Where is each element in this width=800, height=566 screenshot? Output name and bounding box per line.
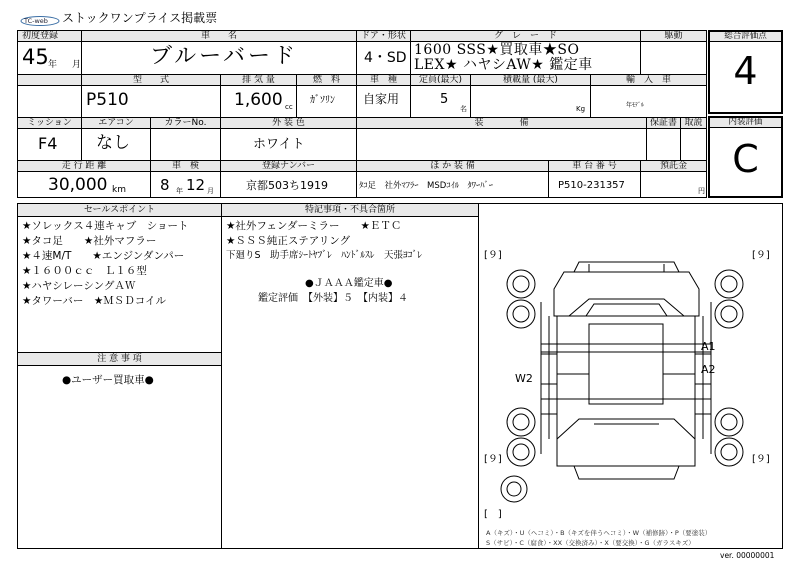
car-name-label: 車 名 — [200, 31, 237, 41]
car-name: ブルーバード — [150, 44, 299, 69]
grade-line1: 1600 SSS★買取車★SO — [414, 42, 580, 58]
overall-score-label: 総合評価点 — [724, 31, 767, 41]
year-unit: 年 — [48, 60, 58, 70]
car-right-side — [695, 302, 711, 454]
inspection-label: 車 検 — [171, 161, 199, 171]
list-item: ★タワーバー ★ＭＳＤコイル — [22, 295, 166, 307]
overall-score: 4 — [733, 49, 758, 93]
other-equip-label: ほ か 装 備 — [430, 161, 475, 171]
plate-label: 登録ナンバー — [262, 161, 315, 171]
tire-rear-right-grade: [９] — [752, 454, 770, 465]
logo-text: TC-web — [24, 17, 48, 25]
model-label: 型 式 — [132, 75, 169, 85]
other-equip-value: ﾀｺ足 社外ﾏﾌﾗｰ MSDｺｲﾙ ﾀﾜｰﾊﾞｰ — [359, 181, 494, 191]
interior-score: C — [732, 137, 759, 181]
mileage-unit: km — [112, 185, 126, 195]
appraisal-line: 鑑定評価 【外装】５ 【内装】４ — [258, 293, 408, 304]
list-item: ★ハヤシレーシングＡＷ — [22, 280, 136, 292]
deposit-label: 預託金 — [659, 161, 687, 171]
wheel-rear-left — [507, 408, 535, 466]
import-label: 輸 入 車 — [625, 75, 671, 85]
appraisal-title: ●ＪＡＡＡ鑑定車● — [305, 278, 393, 289]
inspection-month: 12 — [186, 176, 206, 194]
tire-rear-left-grade: [９] — [484, 454, 502, 465]
legend-line: A（キズ）・U（ヘコミ）・B（キズを伴うヘコミ）・W（補修跡）・P（要塗装） — [486, 529, 712, 537]
plate-value: 京都503ち1919 — [246, 179, 328, 192]
doors-label: ドア・形状 — [361, 31, 406, 41]
wheel-front-left — [507, 270, 535, 328]
car-hood — [569, 299, 684, 316]
spare-tire-grade: [ ] — [484, 509, 502, 520]
month-unit: 月 — [72, 60, 82, 70]
wheel-front-right — [715, 270, 743, 328]
grade-line2: LEX★ ハヤシAW★ 鑑定車 — [414, 57, 593, 73]
equipment-label: 装 備 — [474, 118, 529, 128]
notes-line: ★ＳＳＳ純正ステアリング — [226, 235, 351, 247]
aircon-label: エアコン — [98, 118, 134, 128]
mileage-label: 走 行 距 離 — [61, 161, 107, 171]
grade-label: グ レ ー ド — [493, 31, 557, 41]
caution-text: ●ユーザー買取車● — [62, 374, 154, 386]
capacity-label: 定員(最大) — [418, 75, 463, 85]
notes-line: ★社外フェンダーミラー ★ＥＴＣ — [226, 220, 402, 232]
first-reg-label: 初度登録 — [22, 31, 59, 41]
mileage-value: 30,000 — [48, 175, 108, 195]
aircon-value: なし — [96, 133, 130, 153]
warranty-label: 保証書 — [649, 118, 677, 128]
vehicle-type-value: 自家用 — [363, 92, 400, 106]
inspection-year: 8 — [160, 176, 170, 194]
spare-tire — [501, 476, 527, 502]
drive-label: 駆動 — [664, 31, 683, 41]
sales-points-label: セールスポイント — [83, 205, 156, 215]
ext-color-value: ホワイト — [253, 137, 305, 152]
mission-label: ミッション — [27, 118, 72, 128]
deposit-unit: 円 — [698, 187, 705, 195]
list-item: ★タコ足 ★社外マフラー — [22, 235, 157, 247]
spec-table — [17, 30, 706, 198]
legend-line: S（サビ）・C（腐食）・XX（交換済み）・X（要交換）・G（ガラスキズ） — [486, 539, 695, 547]
wheel-rear-right — [715, 408, 743, 466]
interior-score-label: 内装評価 — [728, 117, 763, 127]
displacement-label: 排 気 量 — [242, 75, 275, 85]
fuel-value: ｶﾞｿﾘﾝ — [310, 95, 335, 106]
inspection-year-unit: 年 — [176, 187, 183, 195]
damage-mark-a1: A1 — [701, 340, 716, 353]
displacement-unit: cc — [285, 103, 293, 111]
load-label: 積載量 (最大) — [503, 75, 558, 85]
model-value: P510 — [86, 90, 129, 110]
version-text: ver. 00000001 — [720, 551, 775, 560]
tire-front-right-grade: [９] — [752, 250, 770, 261]
capacity-unit: 名 — [460, 105, 467, 113]
chassis-no-label: 車 台 番 号 — [572, 161, 617, 171]
notes-label: 特記事項・不具合箇所 — [304, 205, 395, 215]
ext-color-label: 外 装 色 — [272, 118, 305, 128]
car-rear-outline — [557, 419, 695, 479]
capacity-value: 5 — [440, 92, 449, 107]
import-note: 年ﾓﾃﾞﾙ — [626, 102, 645, 109]
list-item: ★４速M/T ★エンジンダンパー — [22, 250, 185, 262]
load-unit: Kg — [576, 105, 586, 113]
caution-label: 注 意 事 項 — [97, 354, 142, 364]
vehicle-type-label: 車 種 — [369, 75, 397, 85]
doors-value: 4・SD — [364, 50, 407, 66]
logo — [20, 11, 60, 23]
list-item: ★ソレックス４連キャブ ショート — [22, 220, 189, 232]
car-left-side — [541, 302, 557, 454]
mission-value: F4 — [38, 134, 58, 153]
manual-label: 取説 — [684, 118, 703, 128]
color-no-label: カラーNo. — [164, 118, 207, 128]
chassis-no-value: P510-231357 — [558, 180, 625, 191]
damage-mark-w2: W2 — [515, 372, 533, 385]
car-roof — [589, 324, 663, 404]
list-item: ★１６００ｃｃ Ｌ１６型 — [22, 265, 147, 277]
page-title: ストックワンプライス掲載票 — [62, 11, 218, 25]
logo-icon — [20, 14, 60, 26]
fuel-label: 燃 料 — [312, 75, 340, 85]
tire-front-left-grade: [９] — [484, 250, 502, 261]
displacement-value: 1,600 — [234, 90, 283, 110]
car-front-outline — [554, 262, 699, 316]
first-reg-year: 45 — [22, 45, 49, 69]
inspection-month-unit: 月 — [207, 187, 214, 195]
notes-line: 下廻りS 助手席ｼｰﾄﾔﾌﾞﾚ ﾊﾝﾄﾞﾙｽﾚ 天張ﾖｺﾞﾚ — [226, 250, 423, 261]
damage-mark-a2: A2 — [701, 363, 716, 376]
